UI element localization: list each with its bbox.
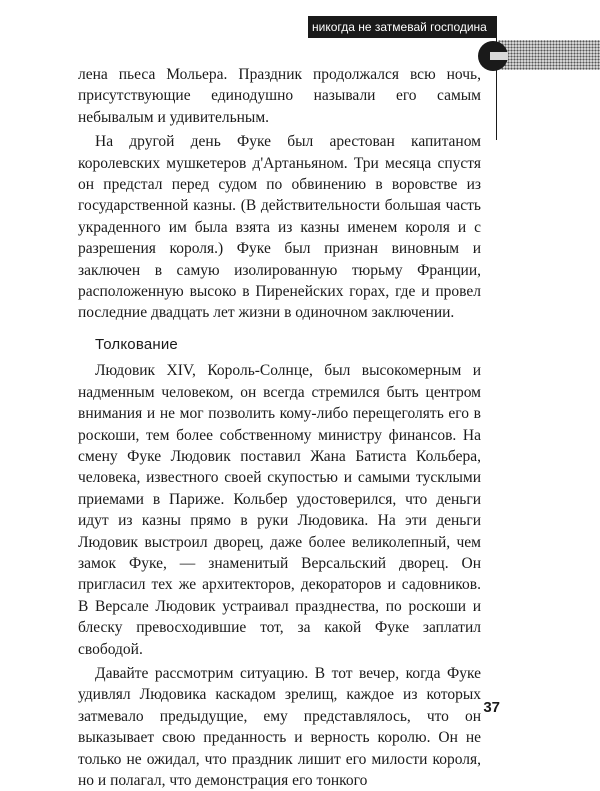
paragraph: Давайте рассмотрим ситуацию. В тот вечер, когда Фуке удивлял Людовика каскадом зрелищ, каждое из которых затмевало предыдущие, ему представлялось, что он выказывает свою преданность и верность королю. Он не только не ожидал, что праздник лишит его милости короля, но и полагал, что демонстрация его тонкого — [78, 664, 481, 789]
paragraph: На другой день Фуке был арестован капитаном королевских мушкетеров д'Артаньяном. Три месяца спустя он предстал перед судом по обвинению в воровстве из государственной казны. (В действительности большая часть украденного им была взята из казны именем короля и с разрешения короля.) Фуке был признан виновным и заключен в самую изолированную тюрьму Франции, расположенную высоко в Пиренейских горах, где и провел последние двадцать лет жизни в одиночном заключении. — [78, 133, 481, 322]
running-header — [308, 16, 496, 38]
header-vertical-rule — [496, 16, 497, 140]
chapter-tab-marker — [478, 41, 508, 71]
section-heading: Толкование — [95, 335, 178, 353]
body-text — [78, 64, 481, 791]
running-header-title: никогда не затмевай господина — [312, 20, 487, 34]
paragraph: Людовик XIV, Король-Солнце, был высокомерным и надменным человеком, он всегда стремился быть центром внимания и не мог позволить кому-либо перещеголять его в роскоши, тем более собственному министру финансов. На смену Фуке Людовик поставил Жана Батиста Кольбера, человека, известного своей скупостью и самыми тусклыми приемами в Париже. Кольбер удостоверился, что деньги идут из казны прямо в руки Людовика. На эти деньги Людовик выстроил дворец, даже более великолепный, чем замок Фуке, — знаменитый Версальский дворец. Он пригласил тех же архитекторов, декораторов и садовников. В Версале Людовик устраивал празднества, по роскоши и блеску превосходившие тот, за какой Фуке заплатил свободой. — [78, 362, 481, 658]
page-number: 37 — [483, 699, 500, 716]
chapter-tab-pattern — [498, 40, 600, 70]
paragraph: лена пьеса Мольера. Праздник продолжался всю ночь, присутствующие единодушно называли его самым небывалым и удивительным. — [78, 66, 481, 126]
